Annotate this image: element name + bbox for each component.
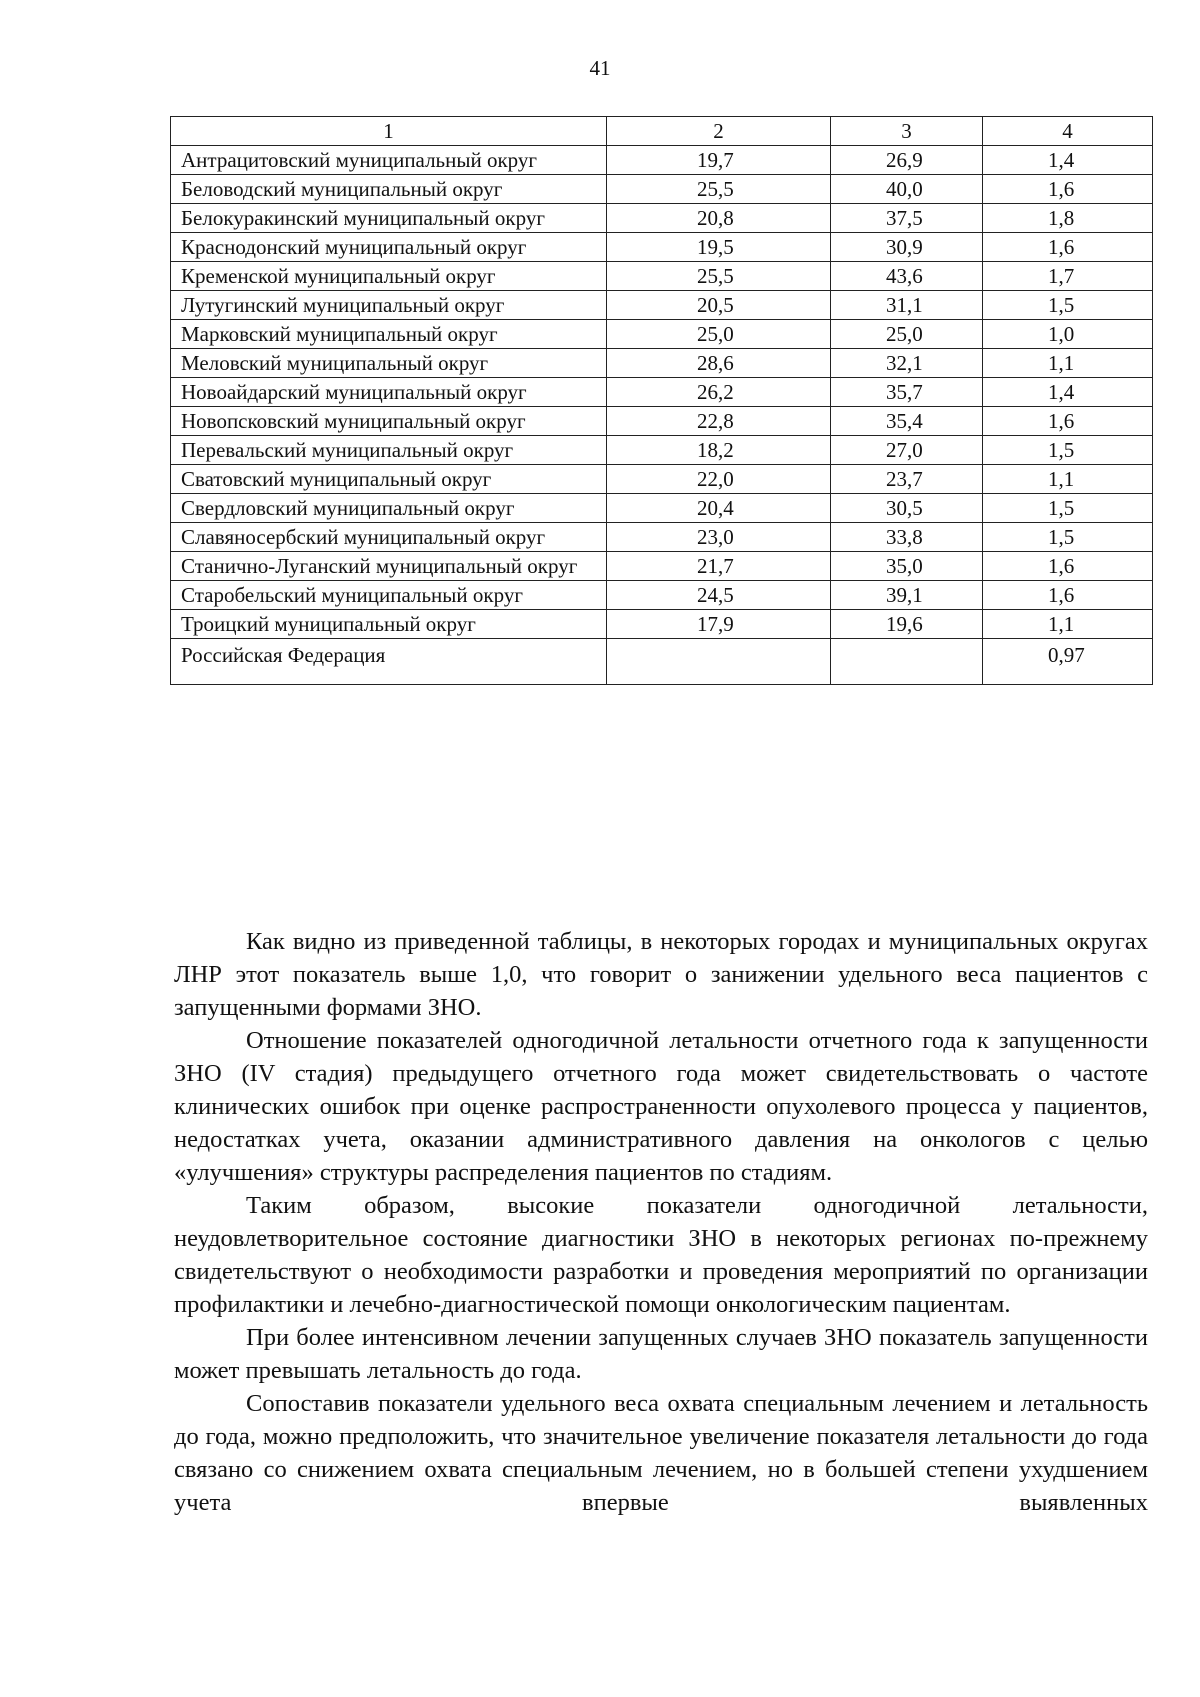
district-name-cell: Лутугинский муниципальный округ xyxy=(171,291,607,320)
district-name-cell: Беловодский муниципальный округ xyxy=(171,175,607,204)
district-name-cell: Меловский муниципальный округ xyxy=(171,349,607,378)
value-cell-col2: 25,5 xyxy=(607,262,831,291)
table-row xyxy=(171,494,1153,523)
value-cell-col3: 35,0 xyxy=(831,552,983,581)
value-cell-col2: 25,0 xyxy=(607,320,831,349)
value-cell-col3: 25,0 xyxy=(831,320,983,349)
value-cell-col2: 20,4 xyxy=(607,494,831,523)
value-cell-col4: 1,5 xyxy=(983,291,1153,320)
district-name-cell: Антрацитовский муниципальный округ xyxy=(171,146,607,175)
district-name-cell: Троицкий муниципальный округ xyxy=(171,610,607,639)
value-cell-col2: 23,0 xyxy=(607,523,831,552)
table-row xyxy=(171,378,1153,407)
paragraph: Отношение показателей одногодичной летальности отчетного года к запущенности ЗНО (IV стадия) предыдущего отчетного года может свидетельствовать о частоте клинических ошибок при оценке распространенности опухолевого процесса у пациентов, недостатках учета, оказании административного давления на онкологов с целью «улучшения» структуры распределения пациентов по стадиям. xyxy=(174,1027,1148,1186)
value-cell-col2 xyxy=(607,639,831,685)
value-cell-col3: 40,0 xyxy=(831,175,983,204)
value-cell-col4: 1,7 xyxy=(983,262,1153,291)
value-cell-col3: 27,0 xyxy=(831,436,983,465)
value-cell-col2: 22,0 xyxy=(607,465,831,494)
district-name-cell: Старобельский муниципальный округ xyxy=(171,581,607,610)
value-cell-col3: 35,7 xyxy=(831,378,983,407)
value-cell-col3: 23,7 xyxy=(831,465,983,494)
paragraph: Как видно из приведенной таблицы, в некоторых городах и муниципальных округах ЛНР этот показатель выше 1,0, что говорит о занижении удельного веса пациентов с запущенными формами ЗНО. xyxy=(174,928,1148,1021)
district-name-cell: Перевальский муниципальный округ xyxy=(171,436,607,465)
value-cell-col3: 33,8 xyxy=(831,523,983,552)
table-row xyxy=(171,146,1153,175)
value-cell-col3: 43,6 xyxy=(831,262,983,291)
value-cell-col4: 1,6 xyxy=(983,552,1153,581)
value-cell-col2: 20,8 xyxy=(607,204,831,233)
table-row xyxy=(171,262,1153,291)
value-cell-col3: 32,1 xyxy=(831,349,983,378)
district-name-cell: Белокуракинский муниципальный округ xyxy=(171,204,607,233)
value-cell-col3: 26,9 xyxy=(831,146,983,175)
value-cell-col3: 30,9 xyxy=(831,233,983,262)
value-cell-col3: 19,6 xyxy=(831,610,983,639)
value-cell-col2: 19,7 xyxy=(607,146,831,175)
column-header: 3 xyxy=(831,117,983,146)
value-cell-col4: 1,1 xyxy=(983,610,1153,639)
table-row xyxy=(171,291,1153,320)
value-cell-col3: 31,1 xyxy=(831,291,983,320)
value-cell-col3: 30,5 xyxy=(831,494,983,523)
table-row xyxy=(171,523,1153,552)
table-row xyxy=(171,610,1153,639)
table-row xyxy=(171,465,1153,494)
value-cell-col4: 1,6 xyxy=(983,581,1153,610)
value-cell-col2: 22,8 xyxy=(607,407,831,436)
table-row xyxy=(171,233,1153,262)
value-cell-col4: 1,0 xyxy=(983,320,1153,349)
value-cell-col4: 1,5 xyxy=(983,436,1153,465)
table-header-row xyxy=(171,117,1153,146)
column-header: 4 xyxy=(983,117,1153,146)
district-name-cell: Марковский муниципальный округ xyxy=(171,320,607,349)
table-row xyxy=(171,349,1153,378)
district-name-cell: Новопсковский муниципальный округ xyxy=(171,407,607,436)
value-cell-col2: 26,2 xyxy=(607,378,831,407)
value-cell-col3: 39,1 xyxy=(831,581,983,610)
district-name-cell: Сватовский муниципальный округ xyxy=(171,465,607,494)
value-cell-col3: 37,5 xyxy=(831,204,983,233)
district-name-cell: Краснодонский муниципальный округ xyxy=(171,233,607,262)
value-cell-col4: 1,1 xyxy=(983,465,1153,494)
district-name-cell: Свердловский муниципальный округ xyxy=(171,494,607,523)
value-cell-col2: 18,2 xyxy=(607,436,831,465)
column-header: 1 xyxy=(171,117,607,146)
value-cell-col4: 1,4 xyxy=(983,378,1153,407)
data-table xyxy=(170,116,1153,685)
value-cell-col2: 28,6 xyxy=(607,349,831,378)
value-cell-col2: 24,5 xyxy=(607,581,831,610)
value-cell-col3: 35,4 xyxy=(831,407,983,436)
value-cell-col4: 1,1 xyxy=(983,349,1153,378)
table-row xyxy=(171,581,1153,610)
paragraph: Таким образом, высокие показатели одногодичной летальности, неудовлетворительное состояние диагностики ЗНО в некоторых регионах по-прежнему свидетельствуют о необходимости разработки и проведения мероприятий по организации профилактики и лечебно-диагностической помощи онкологическим пациентам. xyxy=(174,1192,1148,1318)
district-name-cell: Станично-Луганский муниципальный округ xyxy=(171,552,607,581)
table-row xyxy=(171,436,1153,465)
value-cell-col2: 19,5 xyxy=(607,233,831,262)
value-cell-col2: 20,5 xyxy=(607,291,831,320)
value-cell-col4: 1,5 xyxy=(983,494,1153,523)
table-row xyxy=(171,320,1153,349)
paragraph: При более интенсивном лечении запущенных случаев ЗНО показатель запущенности может превышать летальность до года. xyxy=(174,1324,1148,1384)
district-name-cell: Славяносербский муниципальный округ xyxy=(171,523,607,552)
table-row xyxy=(171,407,1153,436)
value-cell-col4: 1,5 xyxy=(983,523,1153,552)
value-cell-col2: 17,9 xyxy=(607,610,831,639)
value-cell-col4: 1,6 xyxy=(983,175,1153,204)
column-header: 2 xyxy=(607,117,831,146)
value-cell-col2: 25,5 xyxy=(607,175,831,204)
value-cell-col4: 1,6 xyxy=(983,233,1153,262)
table-row xyxy=(171,175,1153,204)
district-name-cell: Российская Федерация xyxy=(171,639,607,685)
value-cell-col4: 1,8 xyxy=(983,204,1153,233)
value-cell-col3 xyxy=(831,639,983,685)
paragraph: Сопоставив показатели удельного веса охвата специальным лечением и летальность до года, можно предположить, что значительное увеличение показателя летальности до года связано со снижением охвата специальным лечением, но в большей степени ухудшением учета впервые выявленных xyxy=(174,1390,1148,1516)
table-row xyxy=(171,204,1153,233)
district-name-cell: Кременской муниципальный округ xyxy=(171,262,607,291)
value-cell-col2: 21,7 xyxy=(607,552,831,581)
value-cell-col4: 0,97 xyxy=(983,639,1153,685)
value-cell-col4: 1,4 xyxy=(983,146,1153,175)
body-text xyxy=(174,925,1148,1519)
district-name-cell: Новоайдарский муниципальный округ xyxy=(171,378,607,407)
table-row-russian-federation xyxy=(171,639,1153,685)
page-number: 41 xyxy=(589,56,611,80)
value-cell-col4: 1,6 xyxy=(983,407,1153,436)
table-row xyxy=(171,552,1153,581)
